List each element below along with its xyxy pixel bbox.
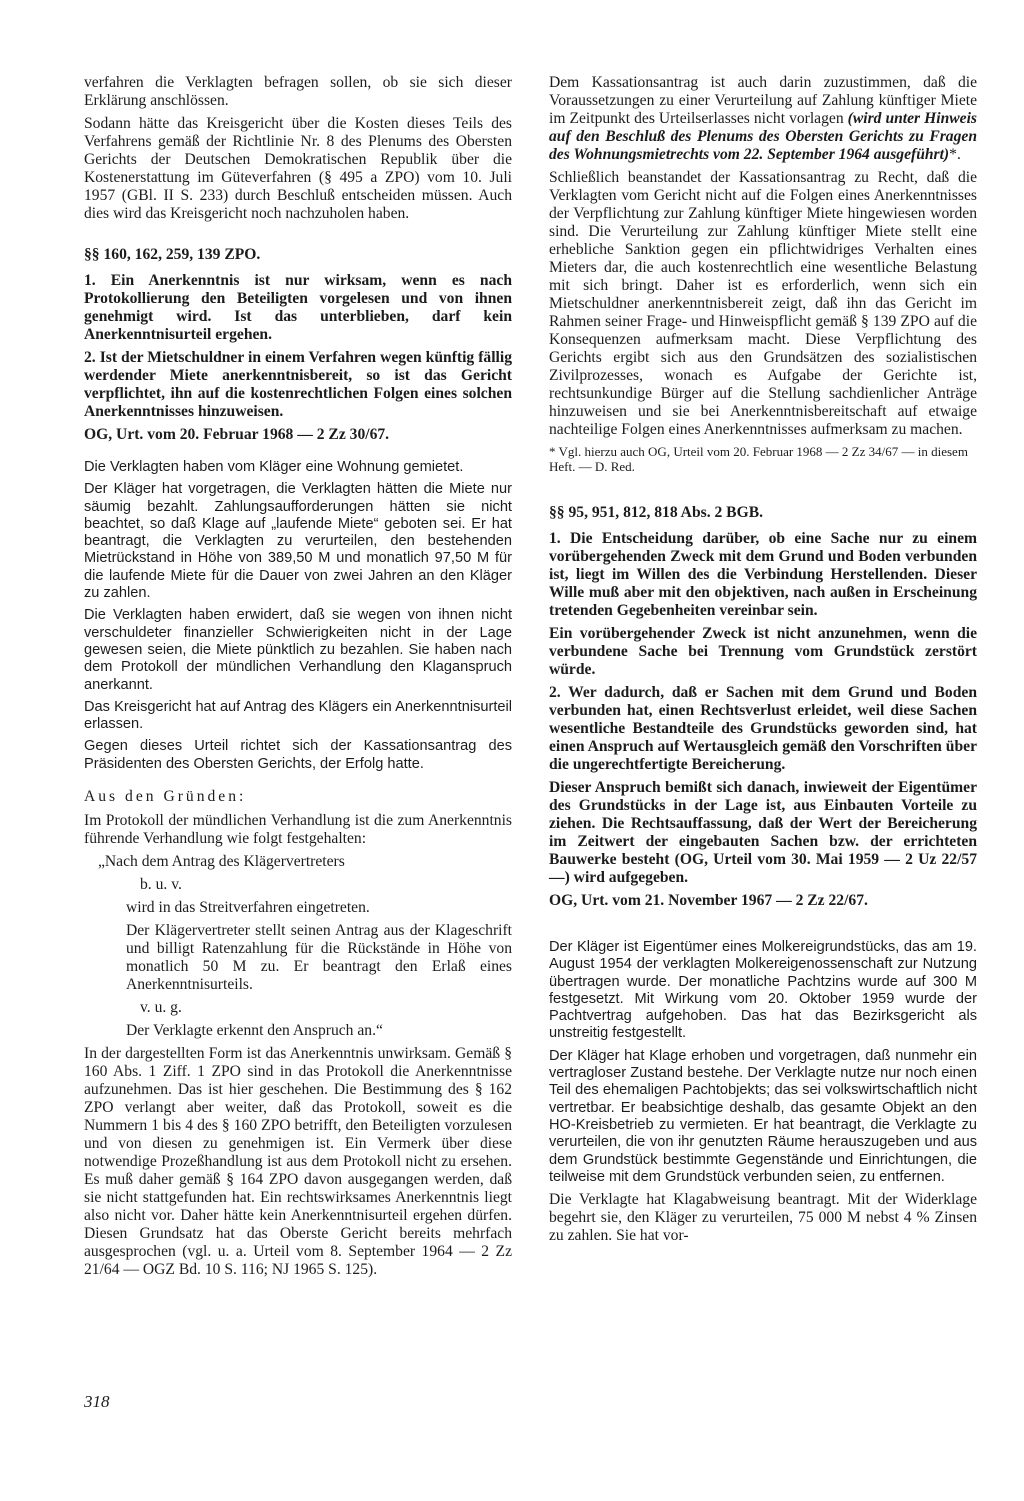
paragraph: Der Kläger hat Klage erhoben und vorgetragen, daß nunmehr ein vertragloser Zustand bestehe. Der Verklagte nutze nur noch einen Teil des ehemaligen Pachtobjekts; das sei volkswirtschaftlich nicht vertretbar. Er beabsichtige deshalb, das gesamte Objekt an den HO-Kreisbetrieb zu vermieten. Er hat beantragt, die Verklagte zu verurteilen, die von ihr genutzten Räume herauszugeben und aus dem Grundstück bestimmte Gegenstände und Einrichtungen, die teilweise mit dem Grundstück verbunden seien, zu entfernen. [549, 1047, 977, 1185]
headnote-1: 1. Die Entscheidung darüber, ob eine Sache nur zu einem vorübergehenden Zweck mit dem Grund und Boden verbunden ist, liegt im Willen des die Verbindung Herstellenden. Dieser Wille muß aber mit den objektiven, nach außen in Erscheinung tretenden Gegebenheiten vereinbar sein. [549, 530, 977, 619]
quote-line: „Nach dem Antrag des Klägervertreters [98, 853, 345, 871]
page-number: 318 [84, 1392, 110, 1411]
left-column [84, 74, 512, 1284]
citation: OG, Urt. vom 21. November 1967 — 2 Zz 22/67. [549, 892, 868, 909]
footnote: * Vgl. hierzu auch OG, Urteil vom 20. Februar 1968 — 2 Zz 34/67 — in diesem Heft. — D. Red. [549, 444, 968, 474]
citation: OG, Urt. vom 20. Februar 1968 — 2 Zz 30/67. [84, 426, 390, 443]
paragraph: verfahren die Verklagten befragen sollen, ob sie sich dieser Erklärung anschlössen. [84, 74, 512, 109]
italic-remark: (wird unter Hinweis auf den Beschluß des Plenums des Obersten Gerichts zu Fragen des Wohnungsmietrechts vom 22. September 1964 ausgeführt) [549, 110, 977, 163]
paragraph: Die Verklagten haben erwidert, daß sie wegen von ihnen nicht verschuldeter finanzieller Schwierigkeiten nicht in der Lage gewesen seien, die Miete pünktlich zu bezahlen. Sie haben nach dem Protokoll der mündlichen Verhandlung den Klaganspruch anerkannt. [84, 607, 512, 693]
section-heading: §§ 95, 951, 812, 818 Abs. 2 BGB. [549, 504, 764, 521]
headnote-2b: Dieser Anspruch bemißt sich danach, inwieweit der Eigentümer des Grundstücks in der Lage ist, aus Einbauten Vorteile zu ziehen. Die Rechtsauffassung, daß der Wert der Bereicherung im Zeitwert der eingebauten Sachen bzw. der errichteten Bauwerke besteht (OG, Urteil vom 30. Mai 1959 — 2 Uz 22/57 —) wird aufgegeben. [549, 779, 977, 886]
paragraph: Die Verklagten haben vom Kläger eine Wohnung gemietet. [84, 459, 464, 475]
quote-line: Der Verklagte erkennt den Anspruch an.“ [126, 1022, 383, 1040]
paragraph [549, 74, 977, 164]
reasons-heading: Aus den Gründen: [84, 788, 247, 806]
headnote-1b: Ein vorübergehender Zweck ist nicht anzunehmen, wenn die verbundene Sache bei Trennung vom Grundstück zerstört würde. [549, 625, 977, 678]
text-run: Dem Kassationsantrag ist auch darin zuzustimmen, daß die Voraussetzungen zu einer Verurteilung auf Zahlung künftiger Miete im Zeitpunkt des Urteilserlasses nicht vorlagen [549, 74, 977, 127]
paragraph: In der dargestellten Form ist das Anerkenntnis unwirksam. Gemäß § 160 Abs. 1 Ziff. 1 ZPO sind in das Protokoll die Anerkenntnisse aufzunehmen. Das ist hier geschehen. Die Bestimmung des § 162 ZPO verlangt aber weiter, daß das Protokoll, soweit es die Nummern 1 bis 4 des § 160 ZPO betrifft, den Beteiligten vorzulesen und von diesen zu genehmigen ist. Ein Vermerk über diese notwendige Prozeßhandlung ist aus dem Protokoll nicht zu ersehen. Es muß daher gemäß § 164 ZPO davon ausgegangen werden, daß sie nicht stattgefunden hat. Ein rechtswirksames Anerkenntnis liegt also nicht vor. Daher hätte kein Anerkenntnisurteil ergehen dürfen. Diesen Grundsatz hat das Oberste Gericht bereits mehrfach ausgesprochen (vgl. u. a. Urteil vom 8. September 1964 — 2 Zz 21/64 — OGZ Bd. 10 S. 116; NJ 1965 S. 125). [84, 1045, 512, 1279]
headnote-2: 2. Wer dadurch, daß er Sachen mit dem Grund und Boden verbunden hat, einen Rechtsverlust erleidet, weil diese Sachen wesentliche Bestandteile des Grundstücks geworden sind, hat einen Anspruch auf Wertausgleich gemäß den Vorschriften über die ungerechtfertigte Bereicherung. [549, 684, 977, 773]
right-column [549, 74, 977, 1250]
paragraph: Der Kläger ist Eigentümer eines Molkereigrundstücks, das am 19. August 1954 der verklagten Molkereigenossenschaft zur Nutzung übertragen wurde. Der monatliche Pachtzins wurde auf 300 M festgesetzt. Mit Wirkung vom 20. Oktober 1959 wurde der Pachtvertrag aufgehoben. Das hat das Bezirksgericht als unstreitig festgestellt. [549, 939, 977, 1042]
paragraph: Die Verklagte hat Klagabweisung beantragt. Mit der Widerklage begehrt sie, den Kläger zu verurteilen, 75 000 M nebst 4 % Zinsen zu zahlen. Sie hat vor- [549, 1191, 977, 1245]
quote-line: v. u. g. [140, 999, 182, 1017]
paragraph: Das Kreisgericht hat auf Antrag des Klägers ein Anerkenntnisurteil erlassen. [84, 698, 512, 733]
paragraph: Sodann hätte das Kreisgericht über die Kosten dieses Teils des Verfahrens gemäß der Richtlinie Nr. 8 des Plenums des Obersten Gerichts der Deutschen Demokratischen Republik über die Kostenerstattung im Güteverfahren (§ 495 a ZPO) vom 10. Juli 1957 (GBl. II S. 233) durch Beschluß entscheiden müssen. Auch dies wird das Kreisgericht noch nachzuholen haben. [84, 115, 512, 222]
paragraph: Schließlich beanstandet der Kassationsantrag zu Recht, daß die Verklagten vom Gericht nicht auf die Folgen eines Anerkenntnisses der Verpflichtung zur Zahlung künftiger Miete hingewiesen worden sind. Die Verurteilung zur Zahlung künftiger Miete stellt eine erhebliche Sanktion gegen ein pflichtwidriges Verhalten eines Mieters dar, die auch kostenrechtlich eine wesentliche Belastung mit sich bringt. Daher ist es erforderlich, wenn sich ein Mietschuldner anerkenntnisbereit zeigt, daß ihn das Gericht im Rahmen seiner Frage- und Hinweispflicht gemäß § 139 ZPO auf die Konsequenzen aufmerksam macht. Diese Verpflichtung des Gerichts ergibt sich aus den Grundsätzen des sozialistischen Zivilprozesses, wonach es Aufgabe der Gerichte ist, rechtsunkundige Bürger auf die Stellung sachdienlicher Anträge hinzuweisen und sie bei Anerkenntnisbereitschaft auf etwaige nachteilige Folgen eines Anerkenntnisses aufmerksam zu machen. [549, 169, 977, 438]
paragraph: Im Protokoll der mündlichen Verhandlung ist die zum Anerkenntnis führende Verhandlung wie folgt festgehalten: [84, 812, 512, 848]
paragraph: Der Kläger hat vorgetragen, die Verklagten hätten die Miete nur säumig bezahlt. Zahlungsaufforderungen hätten sie nicht beachtet, so daß Klage auf „laufende Miete“ geboten sei. Er hat beantragt, die Verklagten zu verurteilen, den bestehenden Mietrückstand in Höhe von 389,50 M und monatlich 97,50 M für die laufende Miete für die Dauer von zwei Jahren an den Kläger zu zahlen. [84, 481, 512, 602]
footnote-marker: *. [949, 146, 961, 163]
headnote-2: 2. Ist der Mietschuldner in einem Verfahren wegen künftig fällig werdender Miete anerkenntnisbereit, so ist das Gericht verpflichtet, ihn auf die kostenrechtlichen Folgen eines solchen Anerkenntnisses hinzuweisen. [84, 349, 512, 420]
quote-line: wird in das Streitverfahren eingetreten. [126, 899, 370, 917]
section-heading: §§ 160, 162, 259, 139 ZPO. [84, 246, 261, 263]
paragraph: Gegen dieses Urteil richtet sich der Kassationsantrag des Präsidenten des Obersten Gerichts, der Erfolg hatte. [84, 738, 512, 772]
quote-line: Der Klägervertreter stellt seinen Antrag aus der Klageschrift und billigt Ratenzahlung für die Rückstände in Höhe von monatlich 50 M zu. Er beantragt den Erlaß eines Anerkenntnisurteils. [126, 922, 512, 994]
quote-line: b. u. v. [140, 876, 182, 894]
headnote-1: 1. Ein Anerkenntnis ist nur wirksam, wenn es nach Protokollierung den Beteiligten vorgelesen und von ihnen genehmigt wird. Ist das unterblieben, darf kein Anerkenntnisurteil ergehen. [84, 272, 512, 343]
